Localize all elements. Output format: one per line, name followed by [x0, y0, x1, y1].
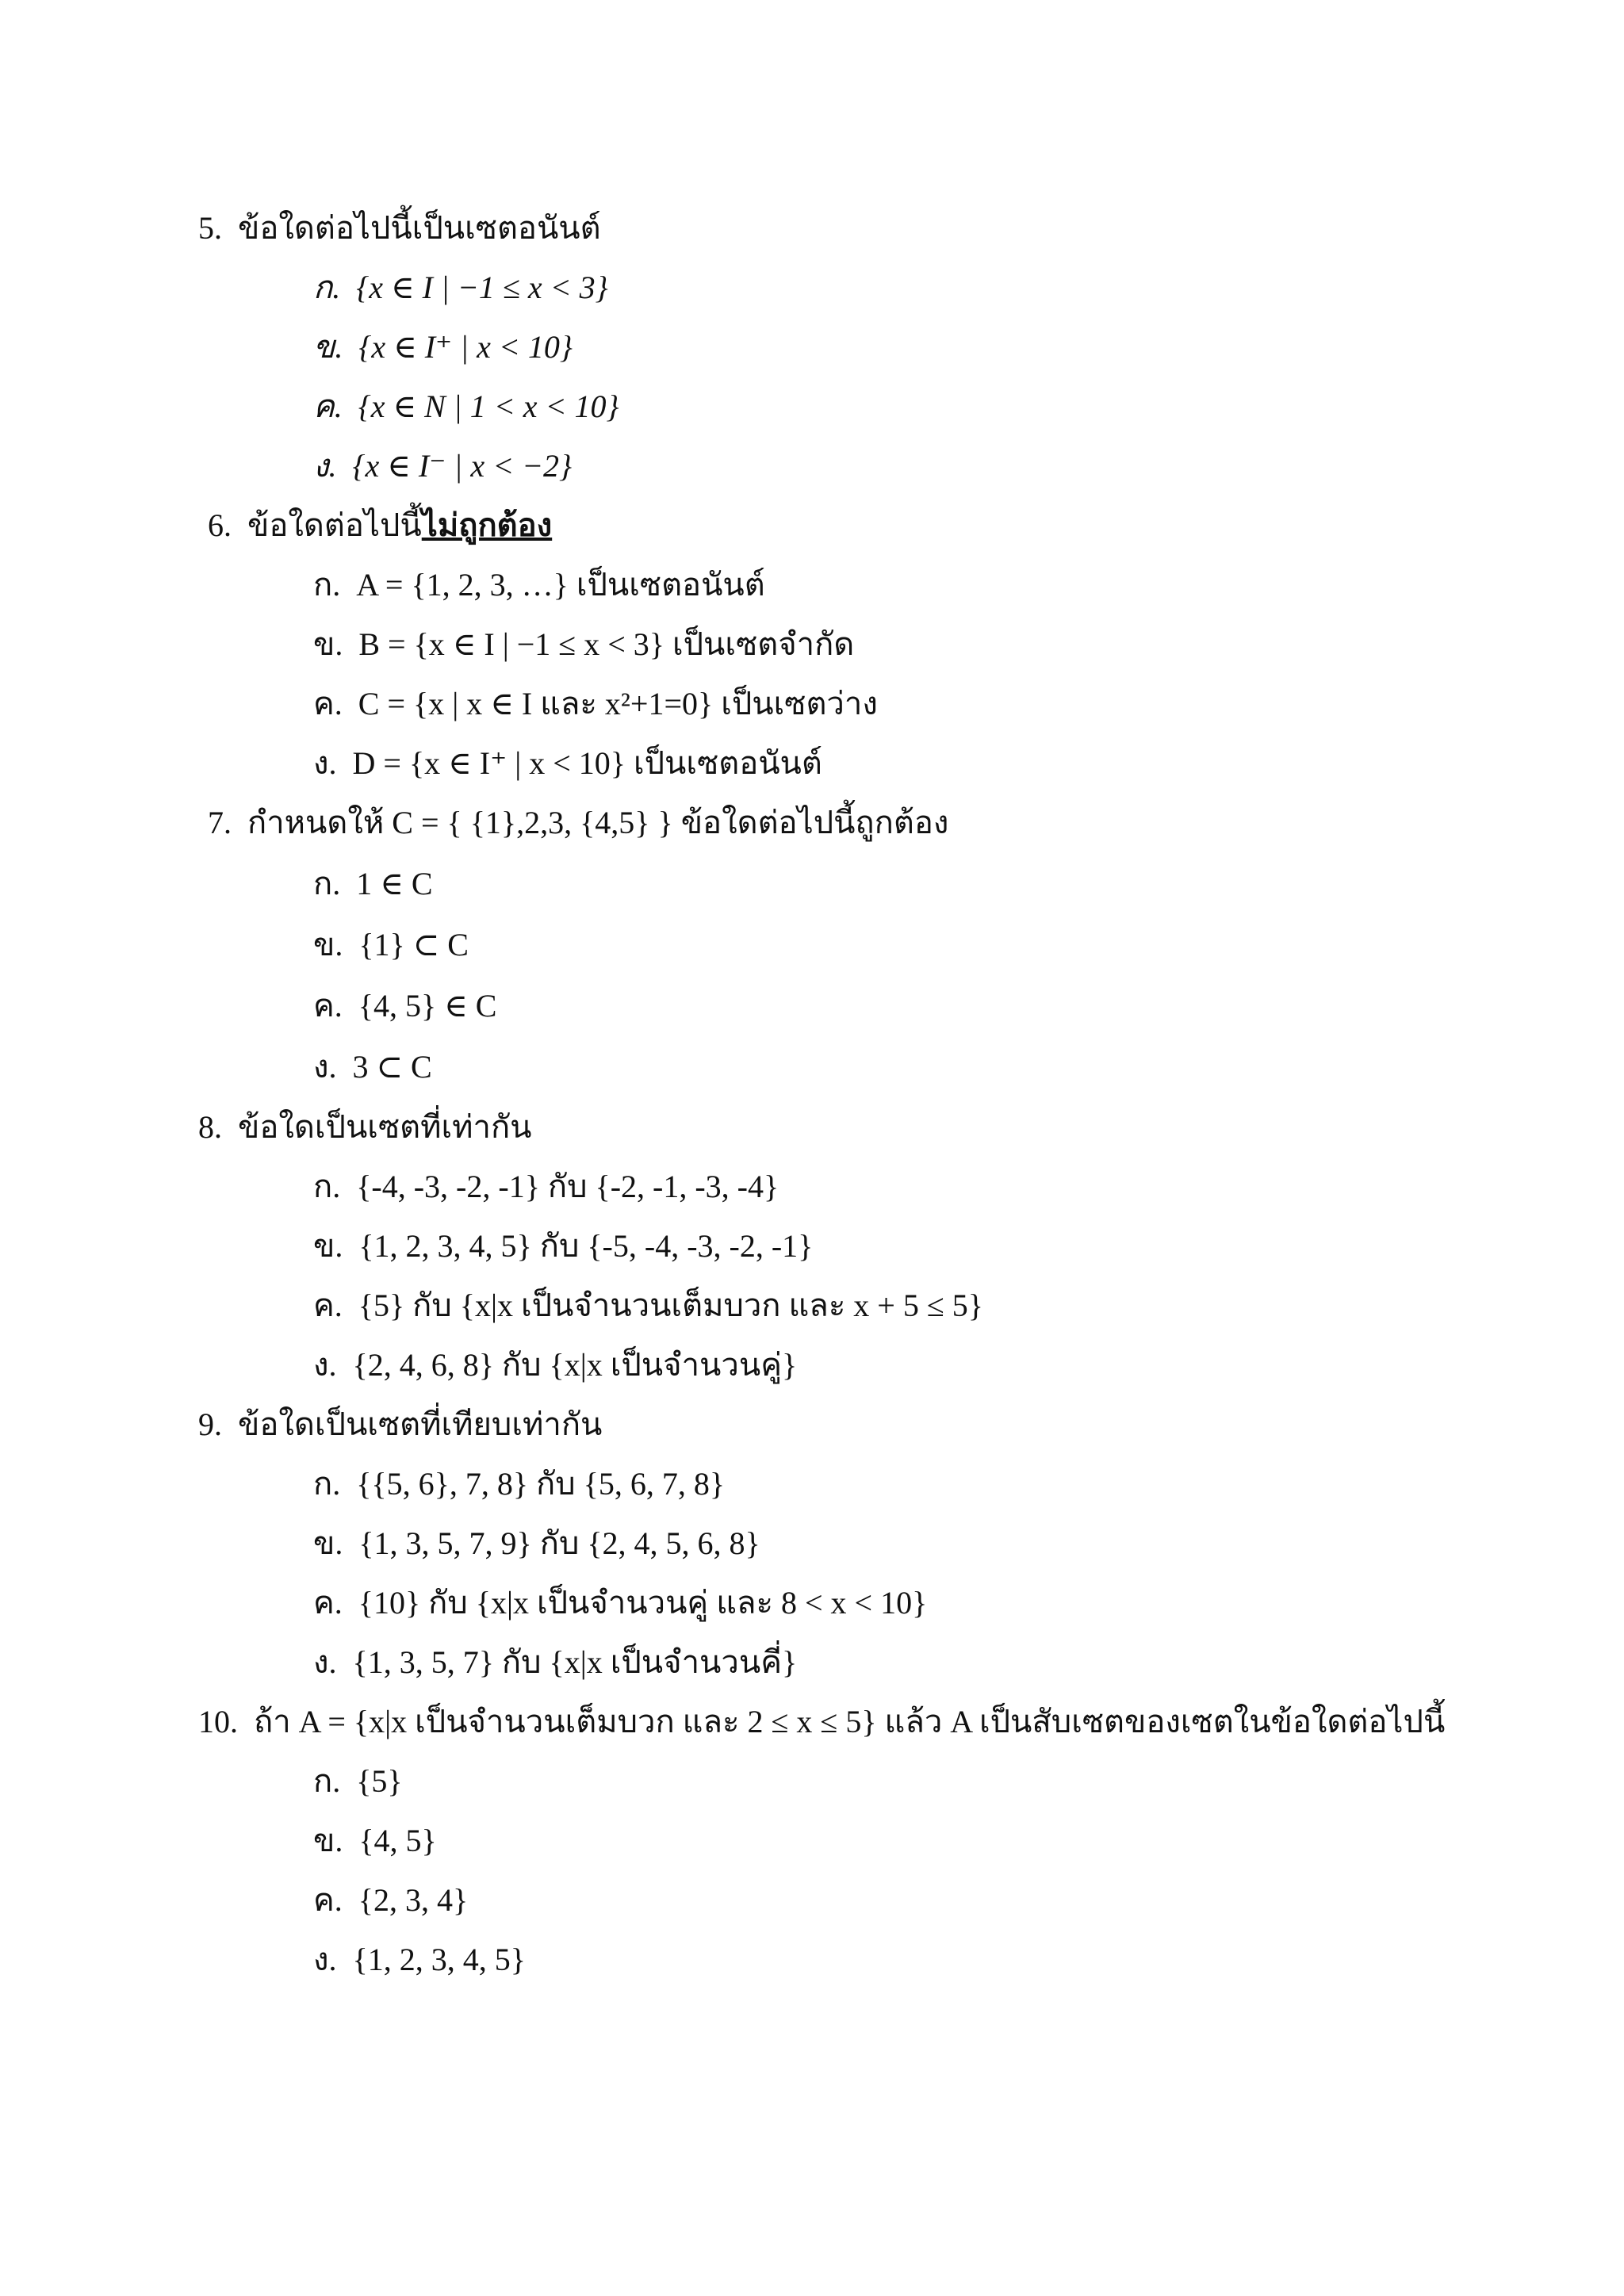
- option-6-d: [313, 745, 822, 781]
- option-5-d: [313, 450, 572, 482]
- option-text: {1, 3, 5, 7, 9} กับ {2, 4, 5, 6, 8}: [358, 1525, 760, 1561]
- option-text: {x ∈ I⁺ | x < 10}: [358, 329, 573, 365]
- option-text: {2, 3, 4}: [358, 1882, 469, 1918]
- option-10-d: [313, 1944, 526, 1976]
- option-text: {{5, 6}, 7, 8} กับ {5, 6, 7, 8}: [356, 1466, 726, 1502]
- option-label: ก.: [313, 270, 341, 305]
- question-5: [198, 212, 601, 244]
- question-text: ข้อใดต่อไปนี้เป็นเซตอนันต์: [238, 210, 601, 246]
- option-label: ก.: [313, 1466, 341, 1502]
- option-text: D = {x ∈ I⁺ | x < 10} เป็นเซตอนันต์: [352, 745, 822, 781]
- option-label: ค.: [313, 686, 343, 721]
- option-9-a: [313, 1468, 725, 1500]
- option-9-b: [313, 1525, 760, 1561]
- option-8-a: [313, 1171, 779, 1203]
- option-text: 1 ∈ C: [356, 866, 433, 901]
- option-9-d: [313, 1644, 798, 1680]
- option-text: {x ∈ N | 1 < x < 10}: [358, 388, 619, 424]
- option-7-b: [313, 929, 469, 961]
- option-label: ง.: [313, 1347, 337, 1383]
- question-10: [198, 1706, 1445, 1738]
- option-label: ก.: [313, 866, 341, 901]
- option-label: ง.: [313, 1644, 337, 1680]
- question-text: ถ้า A = {x|x เป็นจำนวนเต็มบวก และ 2 ≤ x ≤ 5} แล้ว A เป็นสับเซตของเซตในข้อใดต่อไปนี้: [254, 1704, 1446, 1739]
- option-7-d: [313, 1051, 432, 1083]
- option-text: {1} ⊂ C: [358, 927, 469, 962]
- option-label: ง.: [313, 448, 337, 484]
- option-label: ข.: [313, 626, 343, 662]
- option-7-a: [313, 868, 433, 900]
- option-text: {4, 5} ∈ C: [358, 988, 497, 1024]
- option-8-b: [313, 1230, 813, 1262]
- question-number: 9.: [198, 1406, 222, 1442]
- question-number: 10.: [198, 1704, 238, 1739]
- option-5-a: [313, 272, 608, 304]
- question-number: 8.: [198, 1109, 222, 1145]
- option-text: {10} กับ {x|x เป็นจำนวนคู่ และ 8 < x < 10}: [358, 1585, 928, 1621]
- option-label: ง.: [313, 1049, 337, 1085]
- option-label: ก.: [313, 1763, 341, 1799]
- question-number: 7.: [208, 805, 232, 840]
- option-label: ค.: [313, 988, 343, 1024]
- option-text: 3 ⊂ C: [352, 1049, 432, 1085]
- option-6-c: [313, 688, 878, 720]
- option-8-c: [313, 1290, 983, 1322]
- option-label: ก.: [313, 567, 341, 603]
- question-text: ข้อใดต่อไปนี้: [247, 507, 422, 543]
- option-7-c: [313, 990, 496, 1022]
- option-label: ง.: [313, 745, 337, 781]
- option-label: ค.: [313, 1882, 343, 1918]
- option-label: ข.: [313, 1228, 343, 1264]
- option-6-b: [313, 626, 855, 662]
- option-text: {1, 3, 5, 7} กับ {x|x เป็นจำนวนคี่}: [352, 1644, 798, 1680]
- option-text: {4, 5}: [358, 1823, 437, 1858]
- question-text: ข้อใดเป็นเซตที่เท่ากัน: [238, 1109, 532, 1145]
- question-text: กำหนดให้ C = { {1},2,3, {4,5} } ข้อใดต่อไปนี้ถูกต้อง: [247, 805, 949, 840]
- option-5-b: [313, 331, 573, 363]
- option-label: ง.: [313, 1942, 337, 1977]
- question-7: [208, 807, 948, 839]
- option-label: ข.: [313, 1525, 343, 1561]
- question-number: 6.: [208, 507, 232, 543]
- option-10-b: [313, 1825, 437, 1857]
- option-text: {1, 2, 3, 4, 5} กับ {-5, -4, -3, -2, -1}: [358, 1228, 814, 1264]
- option-text: {x ∈ I | −1 ≤ x < 3}: [356, 270, 608, 305]
- option-label: ค.: [313, 1585, 343, 1621]
- option-10-a: [313, 1763, 403, 1799]
- option-label: ค.: [313, 1288, 343, 1323]
- option-text: {x ∈ I⁻ | x < −2}: [352, 448, 573, 484]
- question-8: [198, 1109, 532, 1145]
- question-emphasis: ไม่ถูกต้อง: [421, 507, 553, 543]
- option-9-c: [313, 1587, 927, 1619]
- option-text: {-4, -3, -2, -1} กับ {-2, -1, -3, -4}: [356, 1169, 779, 1204]
- question-9: [198, 1406, 603, 1442]
- option-text: A = {1, 2, 3, …} เป็นเซตอนันต์: [356, 567, 765, 603]
- option-10-c: [313, 1882, 469, 1918]
- option-label: ข.: [313, 329, 343, 365]
- option-label: ก.: [313, 1169, 341, 1204]
- option-8-d: [313, 1349, 797, 1381]
- option-text: {2, 4, 6, 8} กับ {x|x เป็นจำนวนคู่}: [352, 1347, 798, 1383]
- question-number: 5.: [198, 210, 222, 246]
- option-5-c: [313, 388, 619, 424]
- option-text: {5} กับ {x|x เป็นจำนวนเต็มบวก และ x + 5 ≤ 5}: [358, 1288, 984, 1323]
- question-6: [208, 507, 553, 543]
- option-label: ข.: [313, 1823, 343, 1858]
- option-6-a: [313, 569, 765, 601]
- option-text: B = {x ∈ I | −1 ≤ x < 3} เป็นเซตจำกัด: [358, 626, 855, 662]
- question-text: ข้อใดเป็นเซตที่เทียบเท่ากัน: [238, 1406, 603, 1442]
- option-text: {1, 2, 3, 4, 5}: [352, 1942, 526, 1977]
- option-text: {5}: [356, 1763, 403, 1799]
- option-text: C = {x | x ∈ I และ x²+1=0} เป็นเซตว่าง: [358, 686, 878, 721]
- option-label: ค.: [313, 388, 343, 424]
- option-label: ข.: [313, 927, 343, 962]
